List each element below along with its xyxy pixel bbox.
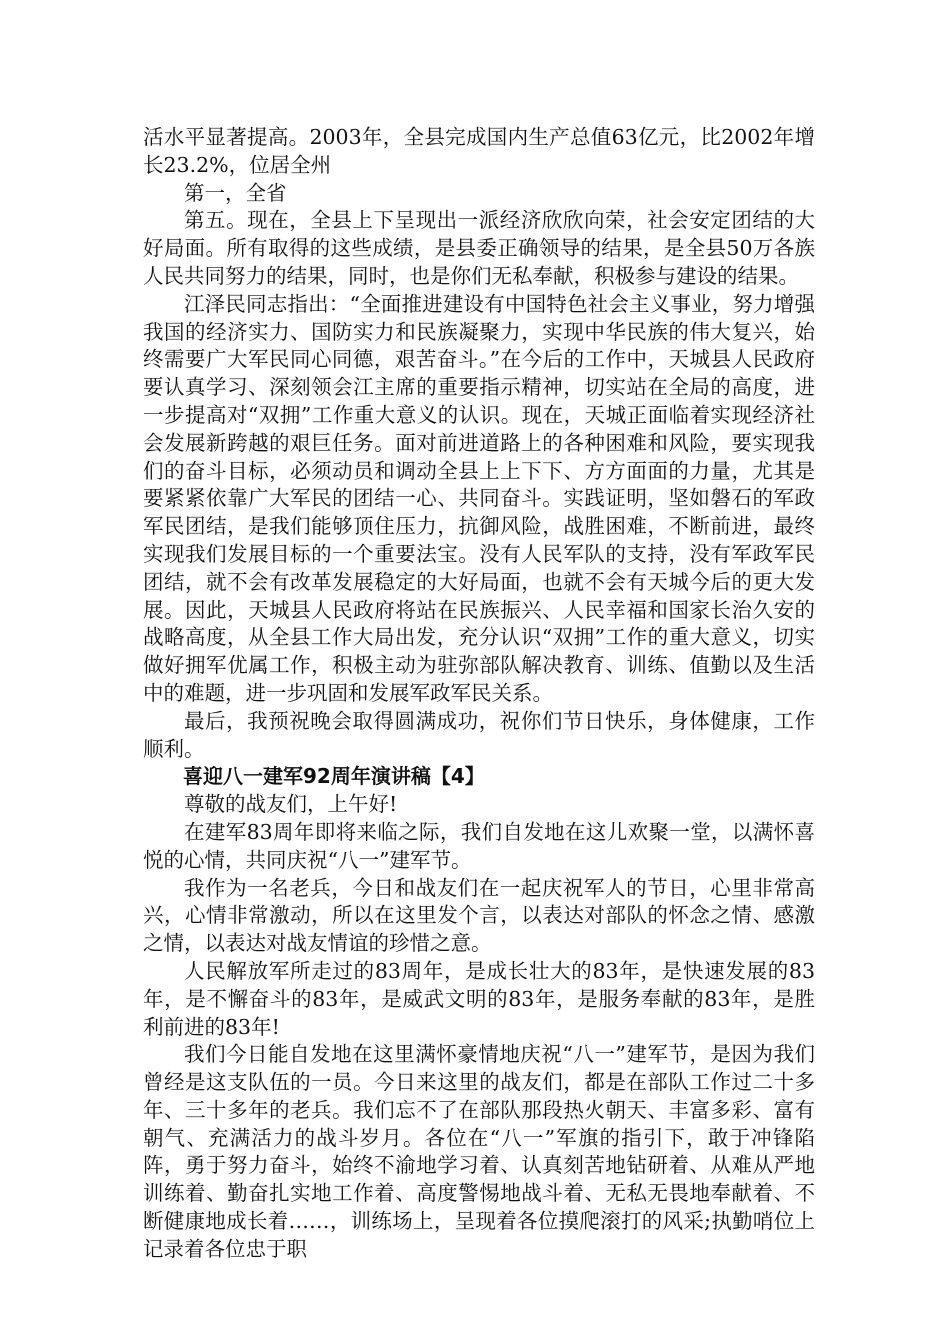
- paragraph: 在建军83周年即将来临之际，我们自发地在这儿欢聚一堂，以满怀喜悦的心情，共同庆祝“八一”建军节。: [143, 819, 815, 872]
- paragraph: 江泽民同志指出：“全面推进建设有中国特色社会主义事业，努力增强我国的经济实力、国防实力和民族凝聚力，实现中华民族的伟大复兴，始终需要广大军民同心同德，艰苦奋斗。”在今后的工作中，天城县人民政府要认真学习、深刻领会江主席的重要指示精神，切实站在全局的高度，进一步提高对“双拥”工作重大意义的认识。现在，天城正面临着实现经济社会发展新跨越的艰巨任务。面对前进道路上的各种困难和风险，要实现我们的奋斗目标，必须动员和调动全县上上下下、方方面面的力量，尤其是要紧紧依靠广大军民的团结一心、共同奋斗。实践证明，坚如磐石的军政军民团结，是我们能够顶住压力，抗御风险，战胜困难，不断前进，最终实现我们发展目标的一个重要法宝。没有人民军队的支持，没有军政军民团结，就不会有改革发展稳定的大好局面，也就不会有天城今后的更大发展。因此，天城县人民政府将站在民族振兴、人民幸福和国家长治久安的战略高度，从全县工作大局出发，充分认识“双拥”工作的重大意义，切实做好拥军优属工作，积极主动为驻弥部队解决教育、训练、值勤以及生活中的难题，进一步巩固和发展军政军民关系。: [143, 291, 815, 705]
- paragraph: 我们今日能自发地在这里满怀豪情地庆祝“八一”建军节，是因为我们曾经是这支队伍的一员。今日来这里的战友们，都是在部队工作过二十多年、三十多年的老兵。我们忘不了在部队那段热火朝天、丰富多彩、富有朝气、充满活力的战斗岁月。各位在“八一”军旗的指引下，敢于冲锋陷阵，勇于努力奋斗，始终不渝地学习着、认真刻苦地钻研着、从难从严地训练着、勤奋扎实地工作着、高度警惕地战斗着、无私无畏地奉献着、不断健康地成长着……，训练场上，呈现着各位摸爬滚打的风采;执勤哨位上记录着各位忠于职: [143, 1042, 815, 1261]
- paragraph: 人民解放军所走过的83周年，是成长壮大的83年，是快速发展的83年，是不懈奋斗的83年，是威武文明的83年，是服务奉献的83年，是胜利前进的83年!: [143, 958, 815, 1039]
- document-body: [143, 124, 815, 1264]
- paragraph: 第五。现在，全县上下呈现出一派经济欣欣向荣，社会安定团结的大好局面。所有取得的这些成绩，是县委正确领导的结果，是全县50万各族人民共同努力的结果，同时，也是你们无私奉献，积极参与建设的结果。: [143, 208, 815, 288]
- paragraph: 尊敬的战友们，上午好!: [184, 792, 398, 817]
- paragraph: 第一，全省: [184, 180, 287, 205]
- section-heading: 喜迎八一建军92周年演讲稿【4】: [183, 764, 485, 789]
- paragraph: 最后，我预祝晚会取得圆满成功，祝你们节日快乐，身体健康，工作顺利。: [143, 708, 815, 761]
- paragraph: 活水平显著提高。2003年，全县完成国内生产总值63亿元，比2002年增长23.2%，位居全州: [143, 125, 815, 177]
- paragraph: 我作为一名老兵，今日和战友们在一起庆祝军人的节日，心里非常高兴，心情非常激动，所以在这里发个言，以表达对部队的怀念之情、感激之情，以表达对战友情谊的珍惜之意。: [143, 875, 815, 956]
